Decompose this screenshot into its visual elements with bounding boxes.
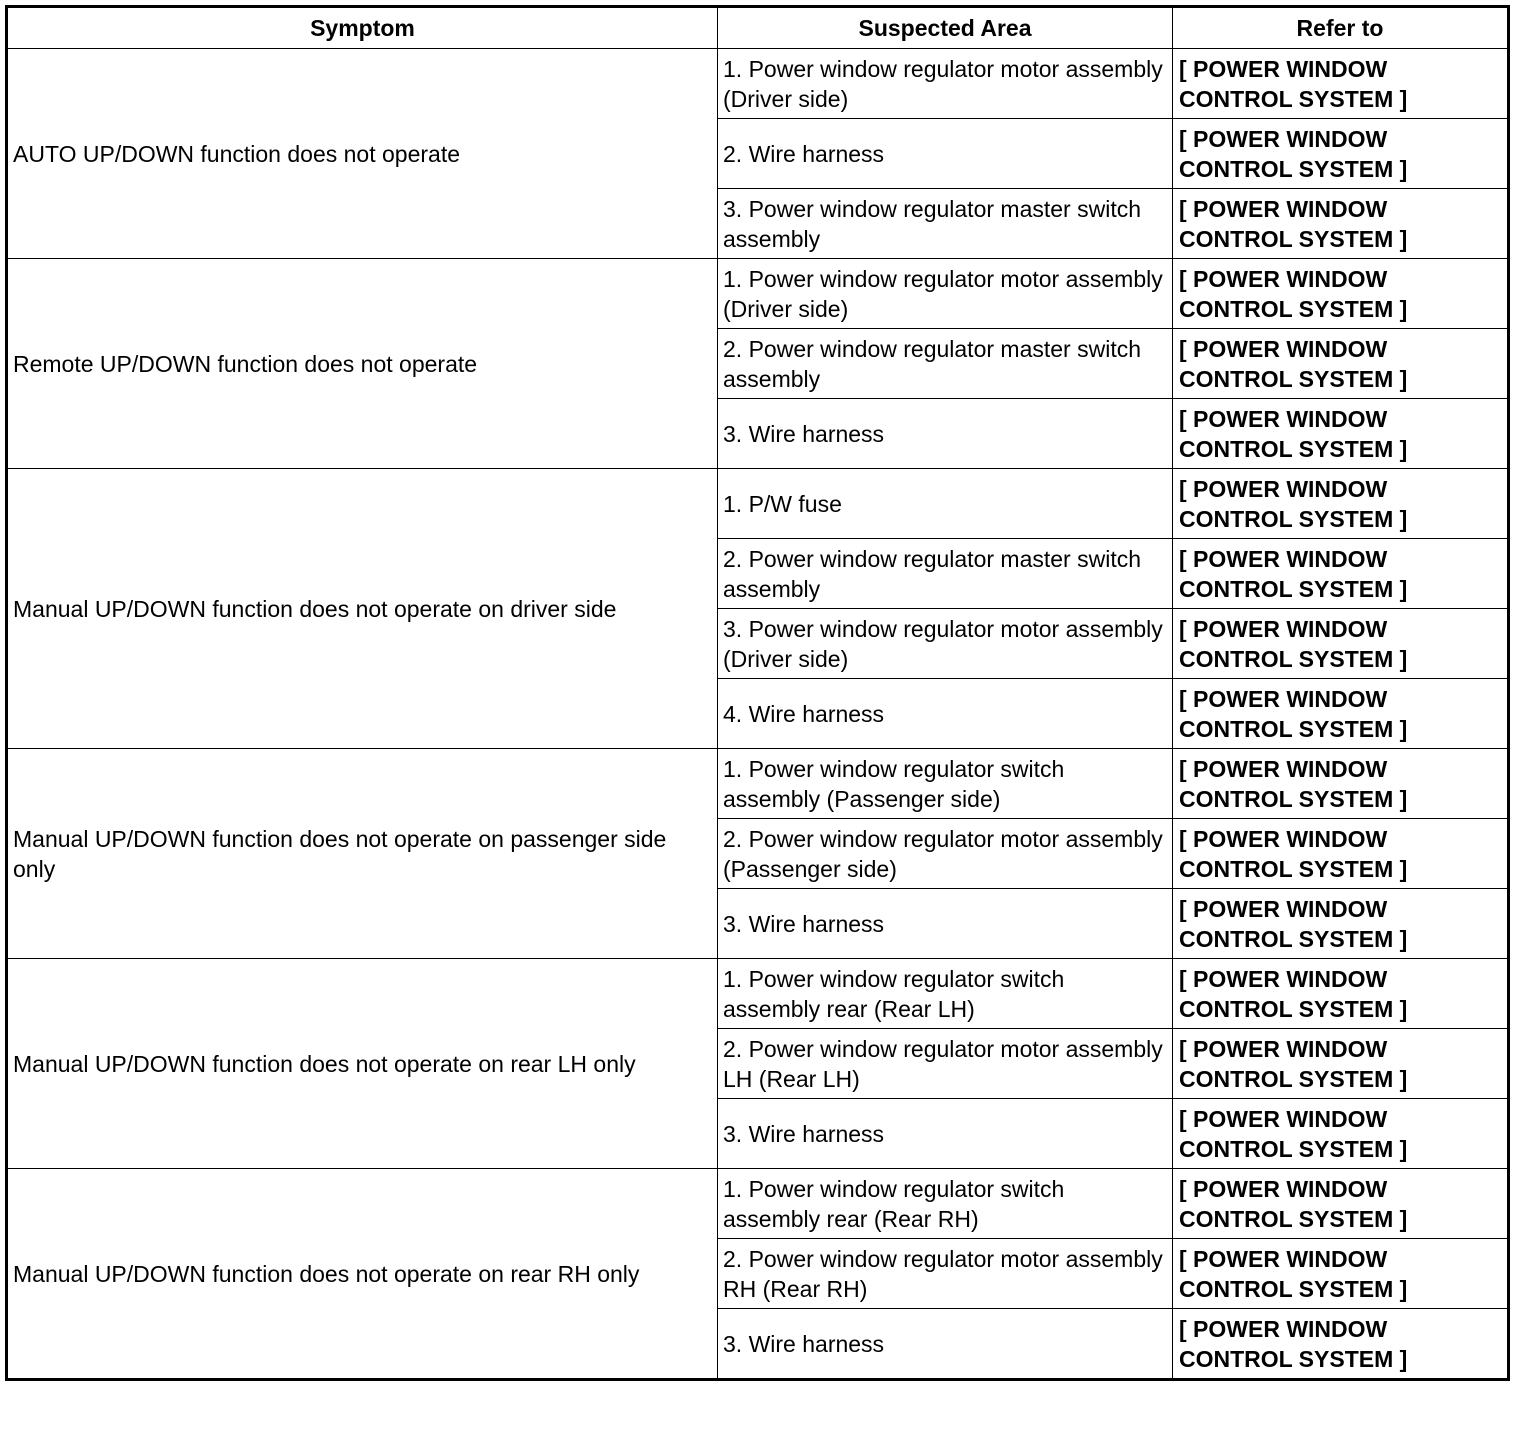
- symptom-cell: Manual UP/DOWN function does not operate on driver side: [7, 469, 718, 749]
- suspected-area-cell: 2. Power window regulator master switch assembly: [718, 539, 1173, 609]
- table-body: [7, 49, 1509, 1380]
- suspected-area-cell: 2. Power window regulator motor assembly LH (Rear LH): [718, 1029, 1173, 1099]
- refer-to-link[interactable]: [ POWER WINDOW CONTROL SYSTEM ]: [1173, 1239, 1509, 1309]
- header-suspected-area: Suspected Area: [718, 7, 1173, 49]
- refer-to-link[interactable]: [ POWER WINDOW CONTROL SYSTEM ]: [1173, 539, 1509, 609]
- refer-to-link[interactable]: [ POWER WINDOW CONTROL SYSTEM ]: [1173, 1029, 1509, 1099]
- refer-to-link[interactable]: [ POWER WINDOW CONTROL SYSTEM ]: [1173, 329, 1509, 399]
- suspected-area-cell: 2. Power window regulator master switch assembly: [718, 329, 1173, 399]
- suspected-area-cell: 1. Power window regulator motor assembly (Driver side): [718, 259, 1173, 329]
- refer-to-link[interactable]: [ POWER WINDOW CONTROL SYSTEM ]: [1173, 889, 1509, 959]
- suspected-area-cell: 3. Wire harness: [718, 889, 1173, 959]
- suspected-area-cell: 1. Power window regulator motor assembly (Driver side): [718, 49, 1173, 119]
- table-row: [7, 49, 1509, 119]
- suspected-area-cell: 3. Wire harness: [718, 1099, 1173, 1169]
- refer-to-link[interactable]: [ POWER WINDOW CONTROL SYSTEM ]: [1173, 1169, 1509, 1239]
- header-refer-to: Refer to: [1173, 7, 1509, 49]
- header-symptom: Symptom: [7, 7, 718, 49]
- suspected-area-cell: 3. Wire harness: [718, 1309, 1173, 1380]
- refer-to-link[interactable]: [ POWER WINDOW CONTROL SYSTEM ]: [1173, 609, 1509, 679]
- table-row: [7, 469, 1509, 539]
- suspected-area-cell: 1. Power window regulator switch assembly rear (Rear LH): [718, 959, 1173, 1029]
- refer-to-link[interactable]: [ POWER WINDOW CONTROL SYSTEM ]: [1173, 259, 1509, 329]
- suspected-area-cell: 2. Power window regulator motor assembly RH (Rear RH): [718, 1239, 1173, 1309]
- refer-to-link[interactable]: [ POWER WINDOW CONTROL SYSTEM ]: [1173, 679, 1509, 749]
- suspected-area-cell: 4. Wire harness: [718, 679, 1173, 749]
- table-row: [7, 259, 1509, 329]
- refer-to-link[interactable]: [ POWER WINDOW CONTROL SYSTEM ]: [1173, 399, 1509, 469]
- refer-to-link[interactable]: [ POWER WINDOW CONTROL SYSTEM ]: [1173, 189, 1509, 259]
- suspected-area-cell: 1. Power window regulator switch assembly (Passenger side): [718, 749, 1173, 819]
- suspected-area-cell: 1. Power window regulator switch assembly rear (Rear RH): [718, 1169, 1173, 1239]
- suspected-area-cell: 2. Wire harness: [718, 119, 1173, 189]
- refer-to-link[interactable]: [ POWER WINDOW CONTROL SYSTEM ]: [1173, 469, 1509, 539]
- symptom-cell: Manual UP/DOWN function does not operate on passenger side only: [7, 749, 718, 959]
- table-row: [7, 749, 1509, 819]
- suspected-area-cell: 3. Power window regulator motor assembly (Driver side): [718, 609, 1173, 679]
- refer-to-link[interactable]: [ POWER WINDOW CONTROL SYSTEM ]: [1173, 49, 1509, 119]
- refer-to-link[interactable]: [ POWER WINDOW CONTROL SYSTEM ]: [1173, 1099, 1509, 1169]
- suspected-area-cell: 3. Power window regulator master switch assembly: [718, 189, 1173, 259]
- refer-to-link[interactable]: [ POWER WINDOW CONTROL SYSTEM ]: [1173, 119, 1509, 189]
- refer-to-link[interactable]: [ POWER WINDOW CONTROL SYSTEM ]: [1173, 819, 1509, 889]
- refer-to-link[interactable]: [ POWER WINDOW CONTROL SYSTEM ]: [1173, 959, 1509, 1029]
- suspected-area-cell: 1. P/W fuse: [718, 469, 1173, 539]
- suspected-area-cell: 3. Wire harness: [718, 399, 1173, 469]
- table-row: [7, 959, 1509, 1029]
- header-row: [7, 7, 1509, 49]
- symptom-cell: Manual UP/DOWN function does not operate on rear RH only: [7, 1169, 718, 1380]
- suspected-area-cell: 2. Power window regulator motor assembly (Passenger side): [718, 819, 1173, 889]
- refer-to-link[interactable]: [ POWER WINDOW CONTROL SYSTEM ]: [1173, 749, 1509, 819]
- table-row: [7, 1169, 1509, 1239]
- refer-to-link[interactable]: [ POWER WINDOW CONTROL SYSTEM ]: [1173, 1309, 1509, 1380]
- problem-symptoms-table: [5, 5, 1510, 1381]
- symptom-cell: Manual UP/DOWN function does not operate on rear LH only: [7, 959, 718, 1169]
- symptom-cell: Remote UP/DOWN function does not operate: [7, 259, 718, 469]
- symptom-cell: AUTO UP/DOWN function does not operate: [7, 49, 718, 259]
